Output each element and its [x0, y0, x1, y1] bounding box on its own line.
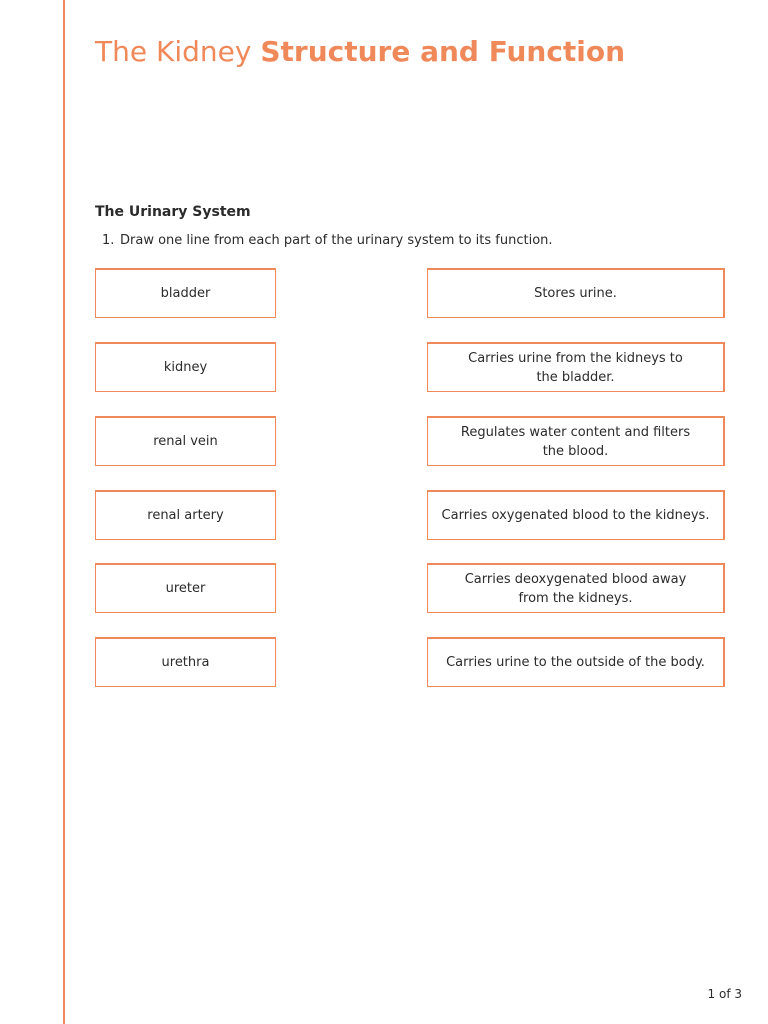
function-label: Regulates water content and filters the blood. [460, 424, 691, 459]
part-box-kidney[interactable] [95, 342, 276, 392]
question-number: 1. [102, 233, 115, 248]
part-box-urethra[interactable] [95, 637, 276, 687]
part-box-ureter[interactable] [95, 563, 276, 613]
section-heading: The Urinary System [95, 204, 251, 220]
title-bold: Structure and Function [260, 35, 626, 68]
function-box-4[interactable] [427, 490, 725, 540]
function-label: Stores urine. [534, 286, 617, 301]
margin-rule [63, 0, 65, 1024]
part-box-renal-artery[interactable] [95, 490, 276, 540]
function-box-1[interactable] [427, 268, 725, 318]
page-title [95, 34, 625, 70]
part-box-renal-vein[interactable] [95, 416, 276, 466]
part-label: ureter [165, 581, 206, 596]
part-label: kidney [163, 360, 208, 375]
part-label: renal vein [153, 434, 218, 449]
function-box-2[interactable] [427, 342, 725, 392]
title-light: The Kidney [95, 35, 252, 68]
part-label: renal artery [147, 508, 224, 523]
function-label: Carries urine to the outside of the body. [446, 655, 705, 670]
question-instruction [102, 231, 553, 251]
part-label: bladder [160, 286, 211, 301]
page-number: 1 of 3 [707, 987, 742, 1001]
part-box-bladder[interactable] [95, 268, 276, 318]
instruction-text: Draw one line from each part of the urinary system to its function. [120, 233, 553, 248]
part-label: urethra [161, 655, 210, 670]
function-box-3[interactable] [427, 416, 725, 466]
function-label: Carries oxygenated blood to the kidneys. [441, 508, 710, 523]
function-label: Carries urine from the kidneys to the bladder. [468, 350, 683, 385]
function-box-5[interactable] [427, 563, 725, 613]
function-label: Carries deoxygenated blood away from the kidneys. [464, 571, 687, 606]
function-box-6[interactable] [427, 637, 725, 687]
